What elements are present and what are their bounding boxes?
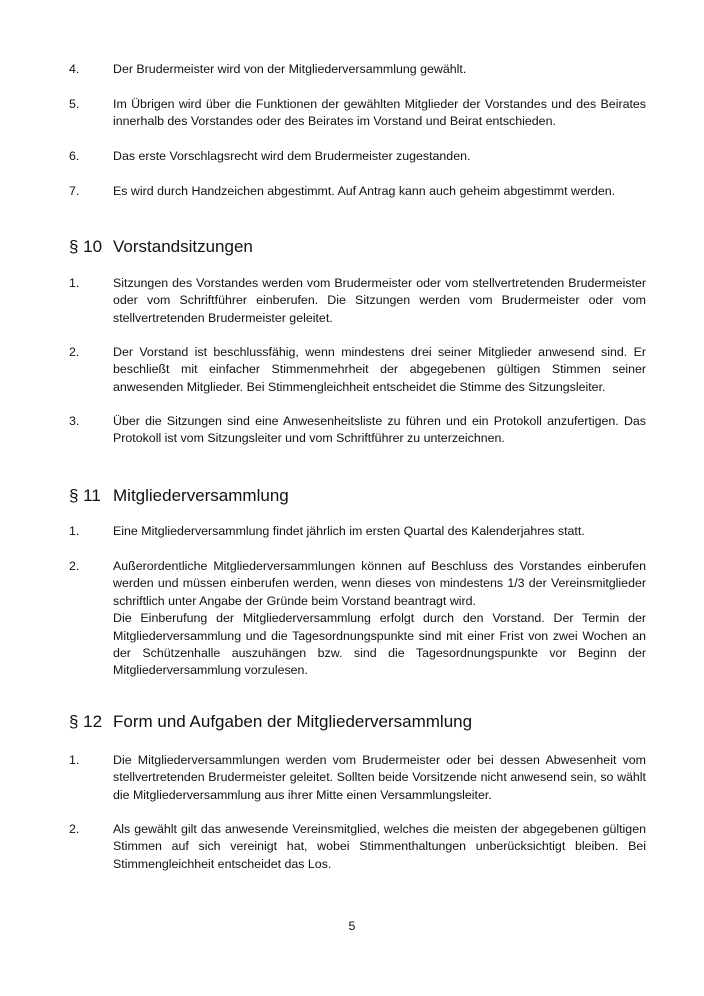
section-title: Form und Aufgaben der Mitgliederversammlung (113, 712, 473, 731)
page-number: 5 (348, 919, 356, 933)
item-number: 4. (69, 62, 80, 76)
list-item (69, 523, 646, 540)
section-heading (69, 711, 669, 733)
item-number: 2. (69, 345, 80, 359)
item-text: Außerordentliche Mitgliederversammlungen können auf Beschluss des Vorstandes einberufen werden und müssen einberufen werden, wenn dieses von mindestens 1/3 der Vereinsmitglieder schriftlich unter Angabe der Gründe beim Vorstand beantragt wird. (113, 559, 646, 608)
section-heading (69, 485, 669, 507)
section-number: § 12 (69, 712, 103, 731)
list-item (69, 344, 646, 396)
list-item (69, 183, 646, 200)
section-title: Vorstandsitzungen (113, 237, 253, 256)
list-item (69, 148, 646, 165)
item-text: Über die Sitzungen sind eine Anwesenheitsliste zu führen und ein Protokoll anzufertigen. Das Protokoll ist vom Sitzungsleiter und vom Schriftführer zu unterzeichnen. (113, 414, 646, 446)
section-heading (69, 236, 669, 258)
item-number: 2. (69, 559, 80, 573)
item-text-continued: Die Einberufung der Mitgliederversammlung erfolgt durch den Vorstand. Der Termin der Mitgliederversammlung und die Tagesordnungspunkte sind mit einer Frist von zwei Wochen an der Schützenhalle auszuhängen bzw. sind die Tagesordnungspunkte vor Beginn der Mitgliederversammlung vorzulesen. (113, 611, 646, 678)
item-text: Der Brudermeister wird von der Mitgliederversammlung gewählt. (113, 62, 467, 76)
list-item (69, 558, 646, 680)
item-text: Das erste Vorschlagsrecht wird dem Brudermeister zugestanden. (113, 149, 471, 163)
list-item (69, 821, 646, 873)
list-item (69, 96, 646, 131)
section-number: § 10 (69, 237, 103, 256)
item-text: Sitzungen des Vorstandes werden vom Brudermeister oder vom stellvertretenden Brudermeister oder vom Schriftführer einberufen. Die Sitzungen werden vom Brudermeister oder vom stellvertretenden Brudermeister geleitet. (113, 276, 646, 325)
item-number: 1. (69, 753, 80, 767)
item-text: Es wird durch Handzeichen abgestimmt. Auf Antrag kann auch geheim abgestimmt werden. (113, 184, 616, 198)
item-text: Im Übrigen wird über die Funktionen der gewählten Mitglieder der Vorstandes und des Beirates innerhalb des Vorstandes oder des Beirates im Vorstand und Beirat entschieden. (113, 97, 646, 129)
item-text: Der Vorstand ist beschlussfähig, wenn mindestens drei seiner Mitglieder anwesend sind. Er beschließt mit einfacher Stimmenmehrheit der abgegebenen gültigen Stimmen seiner anwesenden Mitglieder. Bei Stimmengleichheit entscheidet die Stimme des Sitzungsleiter. (113, 345, 646, 394)
list-item (69, 275, 646, 327)
list-item (69, 413, 646, 448)
item-number: 7. (69, 184, 80, 198)
item-number: 2. (69, 822, 80, 836)
item-number: 5. (69, 97, 80, 111)
item-number: 1. (69, 276, 80, 290)
section-number: § 11 (69, 486, 101, 505)
section-title: Mitgliederversammlung (113, 486, 289, 505)
list-item (69, 61, 646, 78)
item-text: Eine Mitgliederversammlung findet jährlich im ersten Quartal des Kalenderjahres statt. (113, 524, 585, 538)
item-text: Als gewählt gilt das anwesende Vereinsmitglied, welches die meisten der abgegebenen gültigen Stimmen auf sich vereinigt hat, wobei Stimmenthaltungen unberücksichtigt bleiben. Bei Stimmengleichheit entscheidet das Los. (113, 822, 646, 871)
item-text: Die Mitgliederversammlungen werden vom Brudermeister oder bei dessen Abwesenheit vom stellvertretenden Brudermeister geleitet. Sollten beide Vorsitzende nicht anwesend sein, so wählt die Mitgliederversammlung aus ihrer Mitte einen Versammlungsleiter. (113, 753, 646, 802)
list-item (69, 752, 646, 804)
item-number: 3. (69, 414, 80, 428)
item-number: 6. (69, 149, 80, 163)
item-number: 1. (69, 524, 80, 538)
